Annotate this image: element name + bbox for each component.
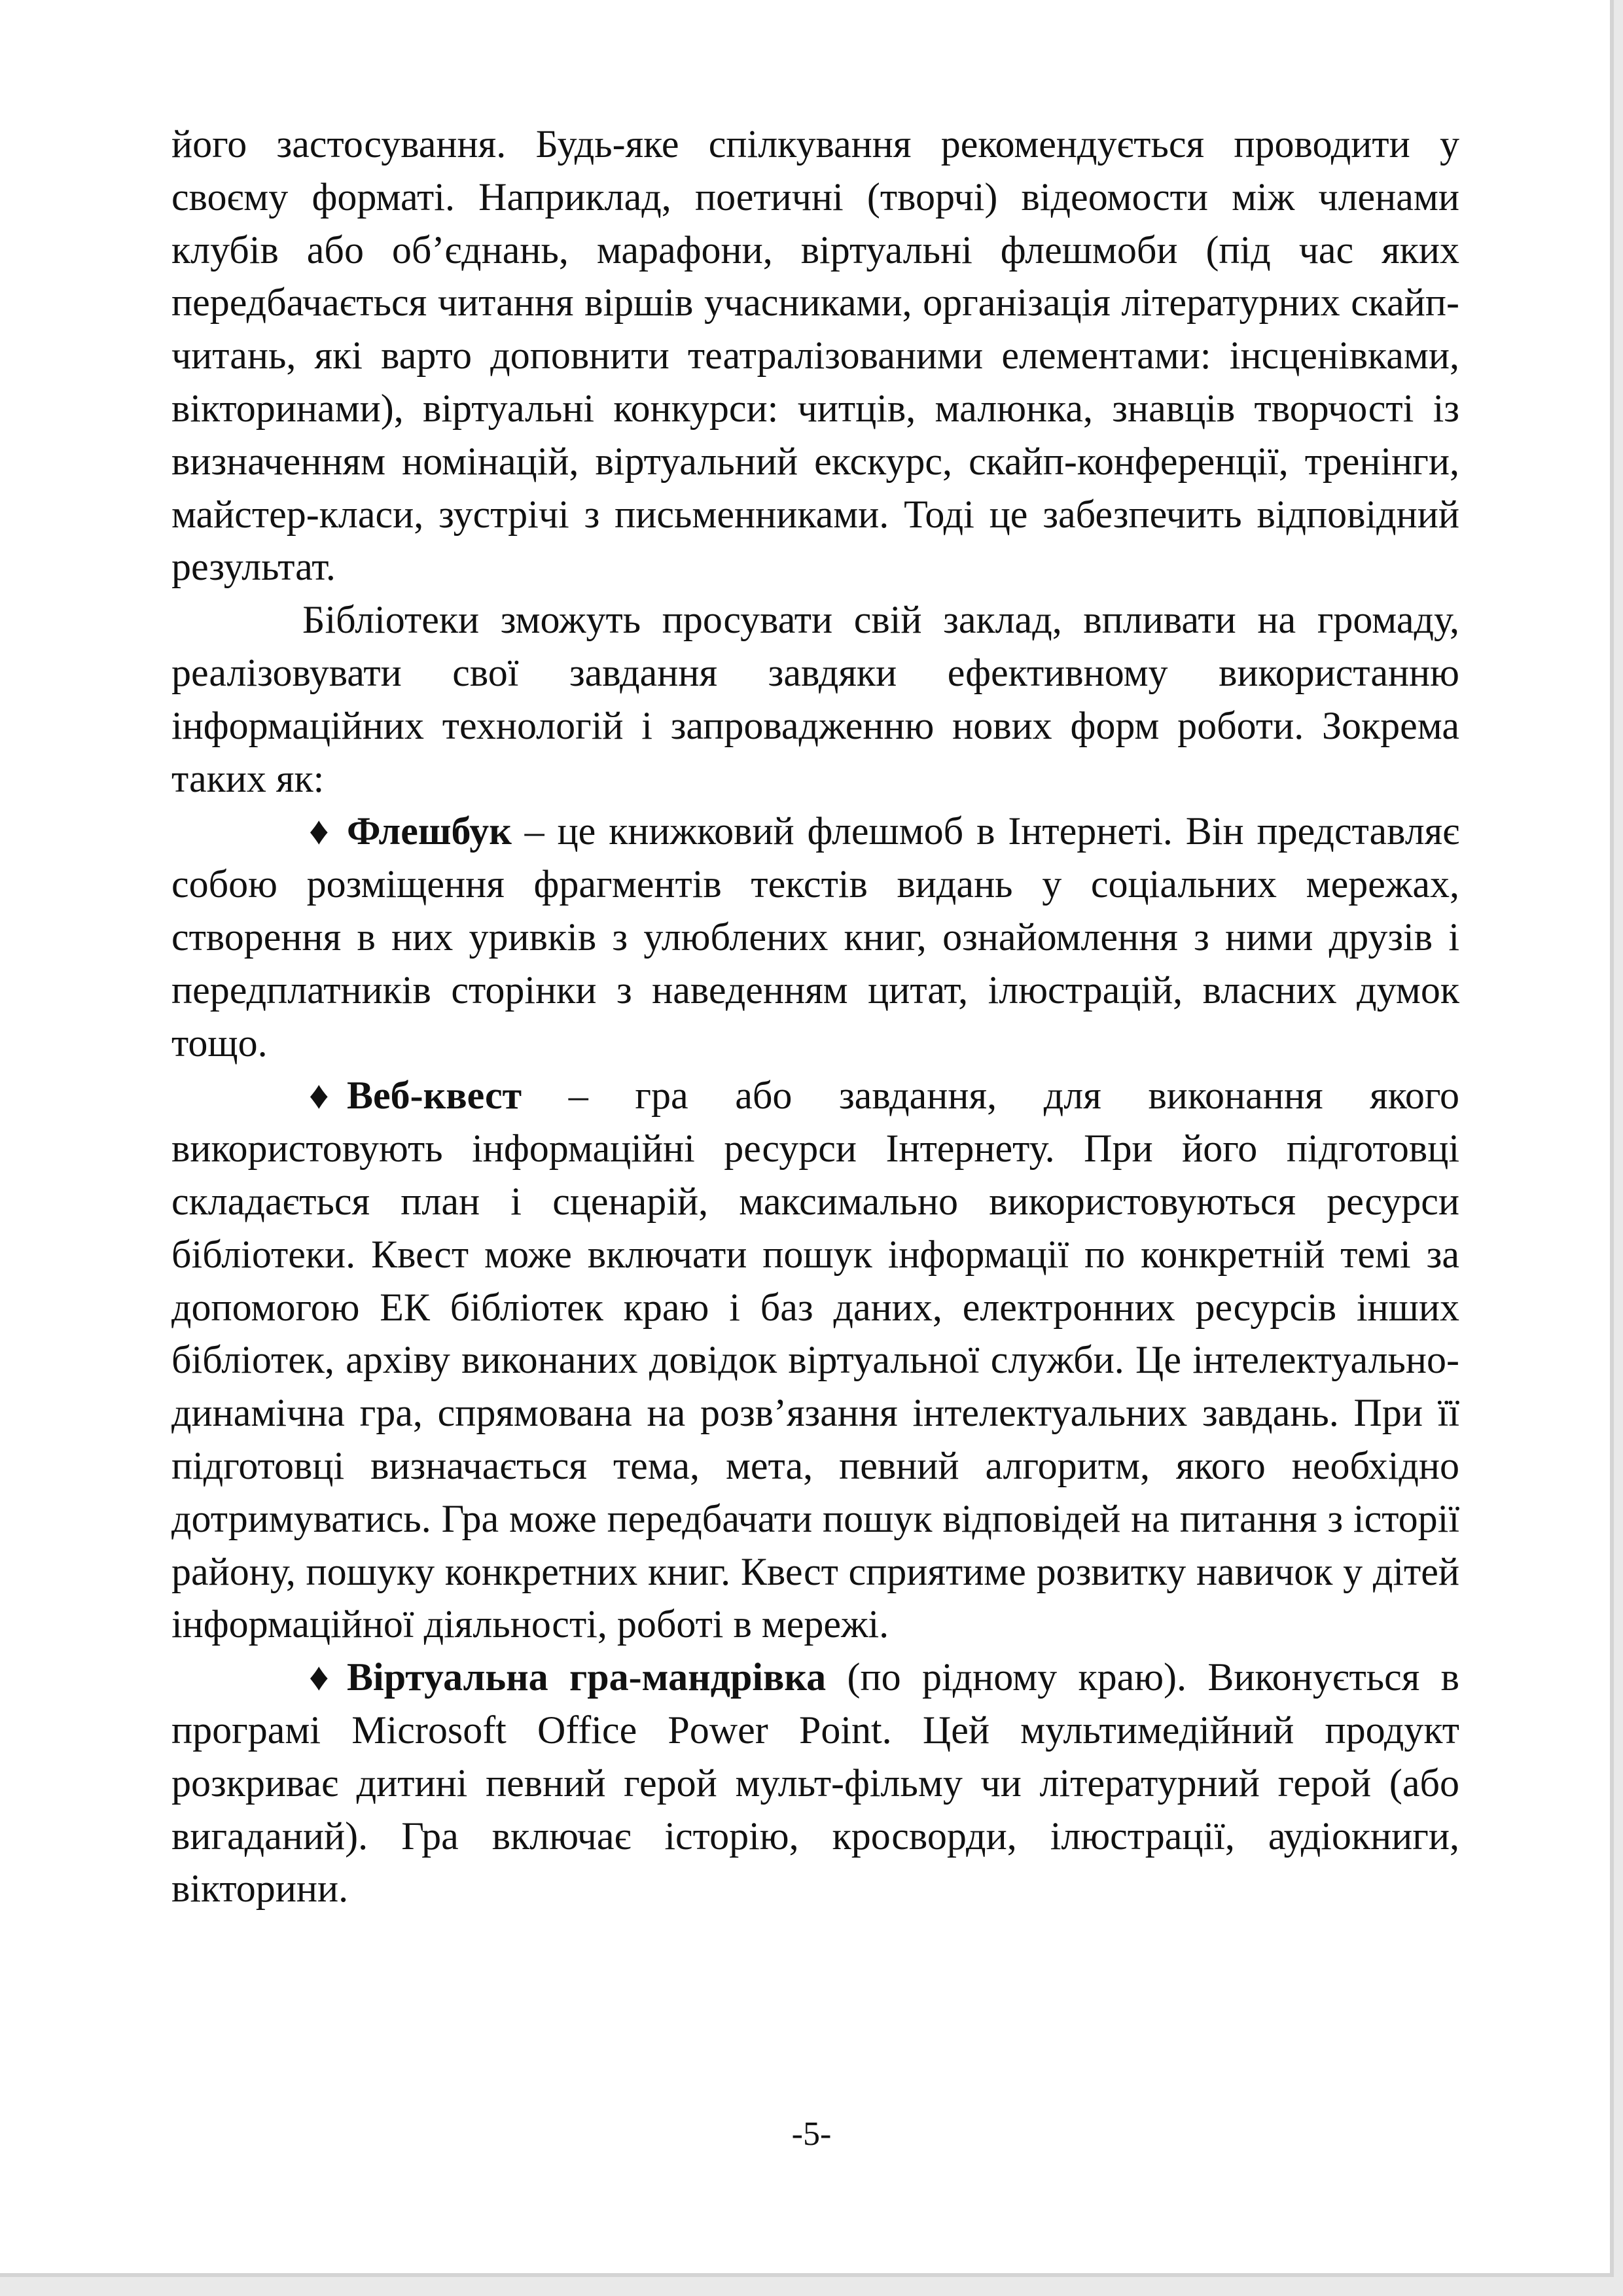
bullet-term: Віртуальна гра-мандрівка xyxy=(347,1655,827,1699)
document-body xyxy=(171,118,1459,1915)
bullet-text: – це книжковий флешмоб в Інтернеті. Він представляє собою розміщення фрагментів текстів видань у соціальних мережах, створення в них уривків з улюблених книг, ознайомлення з ними друзів і передплатників сторінки з наведенням цитат, ілюстрацій, власних думок тощо. xyxy=(171,809,1459,1065)
page-number: -5- xyxy=(791,2115,832,2153)
bullet-item-virtual-game xyxy=(171,1651,1459,1915)
bullet-text: (по рідному краю). Виконується в програмі Microsoft Office Power Point. Цей мультимедійний продукт розкриває дитині певний герой мульт-фільму чи літературний герой (або вигаданий). Гра включає історію, кросворди, ілюстрації, аудіокниги, вікторини. xyxy=(171,1655,1460,1911)
bullet-term: Флешбук xyxy=(347,809,512,853)
paragraph-libraries: Бібліотеки зможуть просувати свій заклад, впливати на громаду, реалізовувати свої завдання завдяки ефективному використанню інформаційних технологій і запровадженню нових форм роботи. Зокрема таких як: xyxy=(171,598,1459,800)
diamond-bullet-icon: ♦ xyxy=(309,1655,329,1699)
bullet-item-web-quest xyxy=(171,1069,1459,1651)
bullet-text: – гра або завдання, для виконання якого використовують інформаційні ресурси Інтернету. При його підготовці складається план і сценарій, максимально використовуються ресурси бібліотеки. Квест може включати пошук інформації по конкретній темі за допомогою ЕК бібліотек краю і баз даних, електронних ресурсів інших бібліотек, архіву виконаних довідок віртуальної служби. Це інтелектуально-динамічна гра, спрямована на розв’язання інтелектуальних завдань. При її підготовці визначається тема, мета, певний алгоритм, якого необхідно дотримуватись. Гра може передбачати пошук відповідей на питання з історії району, пошуку конкретних книг. Квест сприятиме розвитку навичок у дітей інформаційної діяльності, роботі в мережі. xyxy=(171,1074,1459,1646)
bullet-item-flashbook xyxy=(171,805,1459,1069)
diamond-bullet-icon: ♦ xyxy=(309,809,329,853)
diamond-bullet-icon: ♦ xyxy=(309,1074,329,1118)
paragraph-intro-continuation: його застосування. Будь-яке спілкування рекомендується проводити у своєму форматі. Наприклад, поетичні (творчі) відеомости між членами клубів або об’єднань, марафони, віртуальні флешмоби (під час яких передбачається читання віршів учасниками, організація літературних скайп-читань, які варто доповнити театралізованими елементами: інсценівками, вікторинами), віртуальні конкурси: читців, малюнка, знавців творчості із визначенням номінацій, віртуальний екскурс, скайп-конференції, тренінги, майстер-класи, зустрічі з письменниками. Тоді це забезпечить відповідний результат. xyxy=(171,122,1459,589)
bullet-term: Веб-квест xyxy=(347,1074,522,1118)
